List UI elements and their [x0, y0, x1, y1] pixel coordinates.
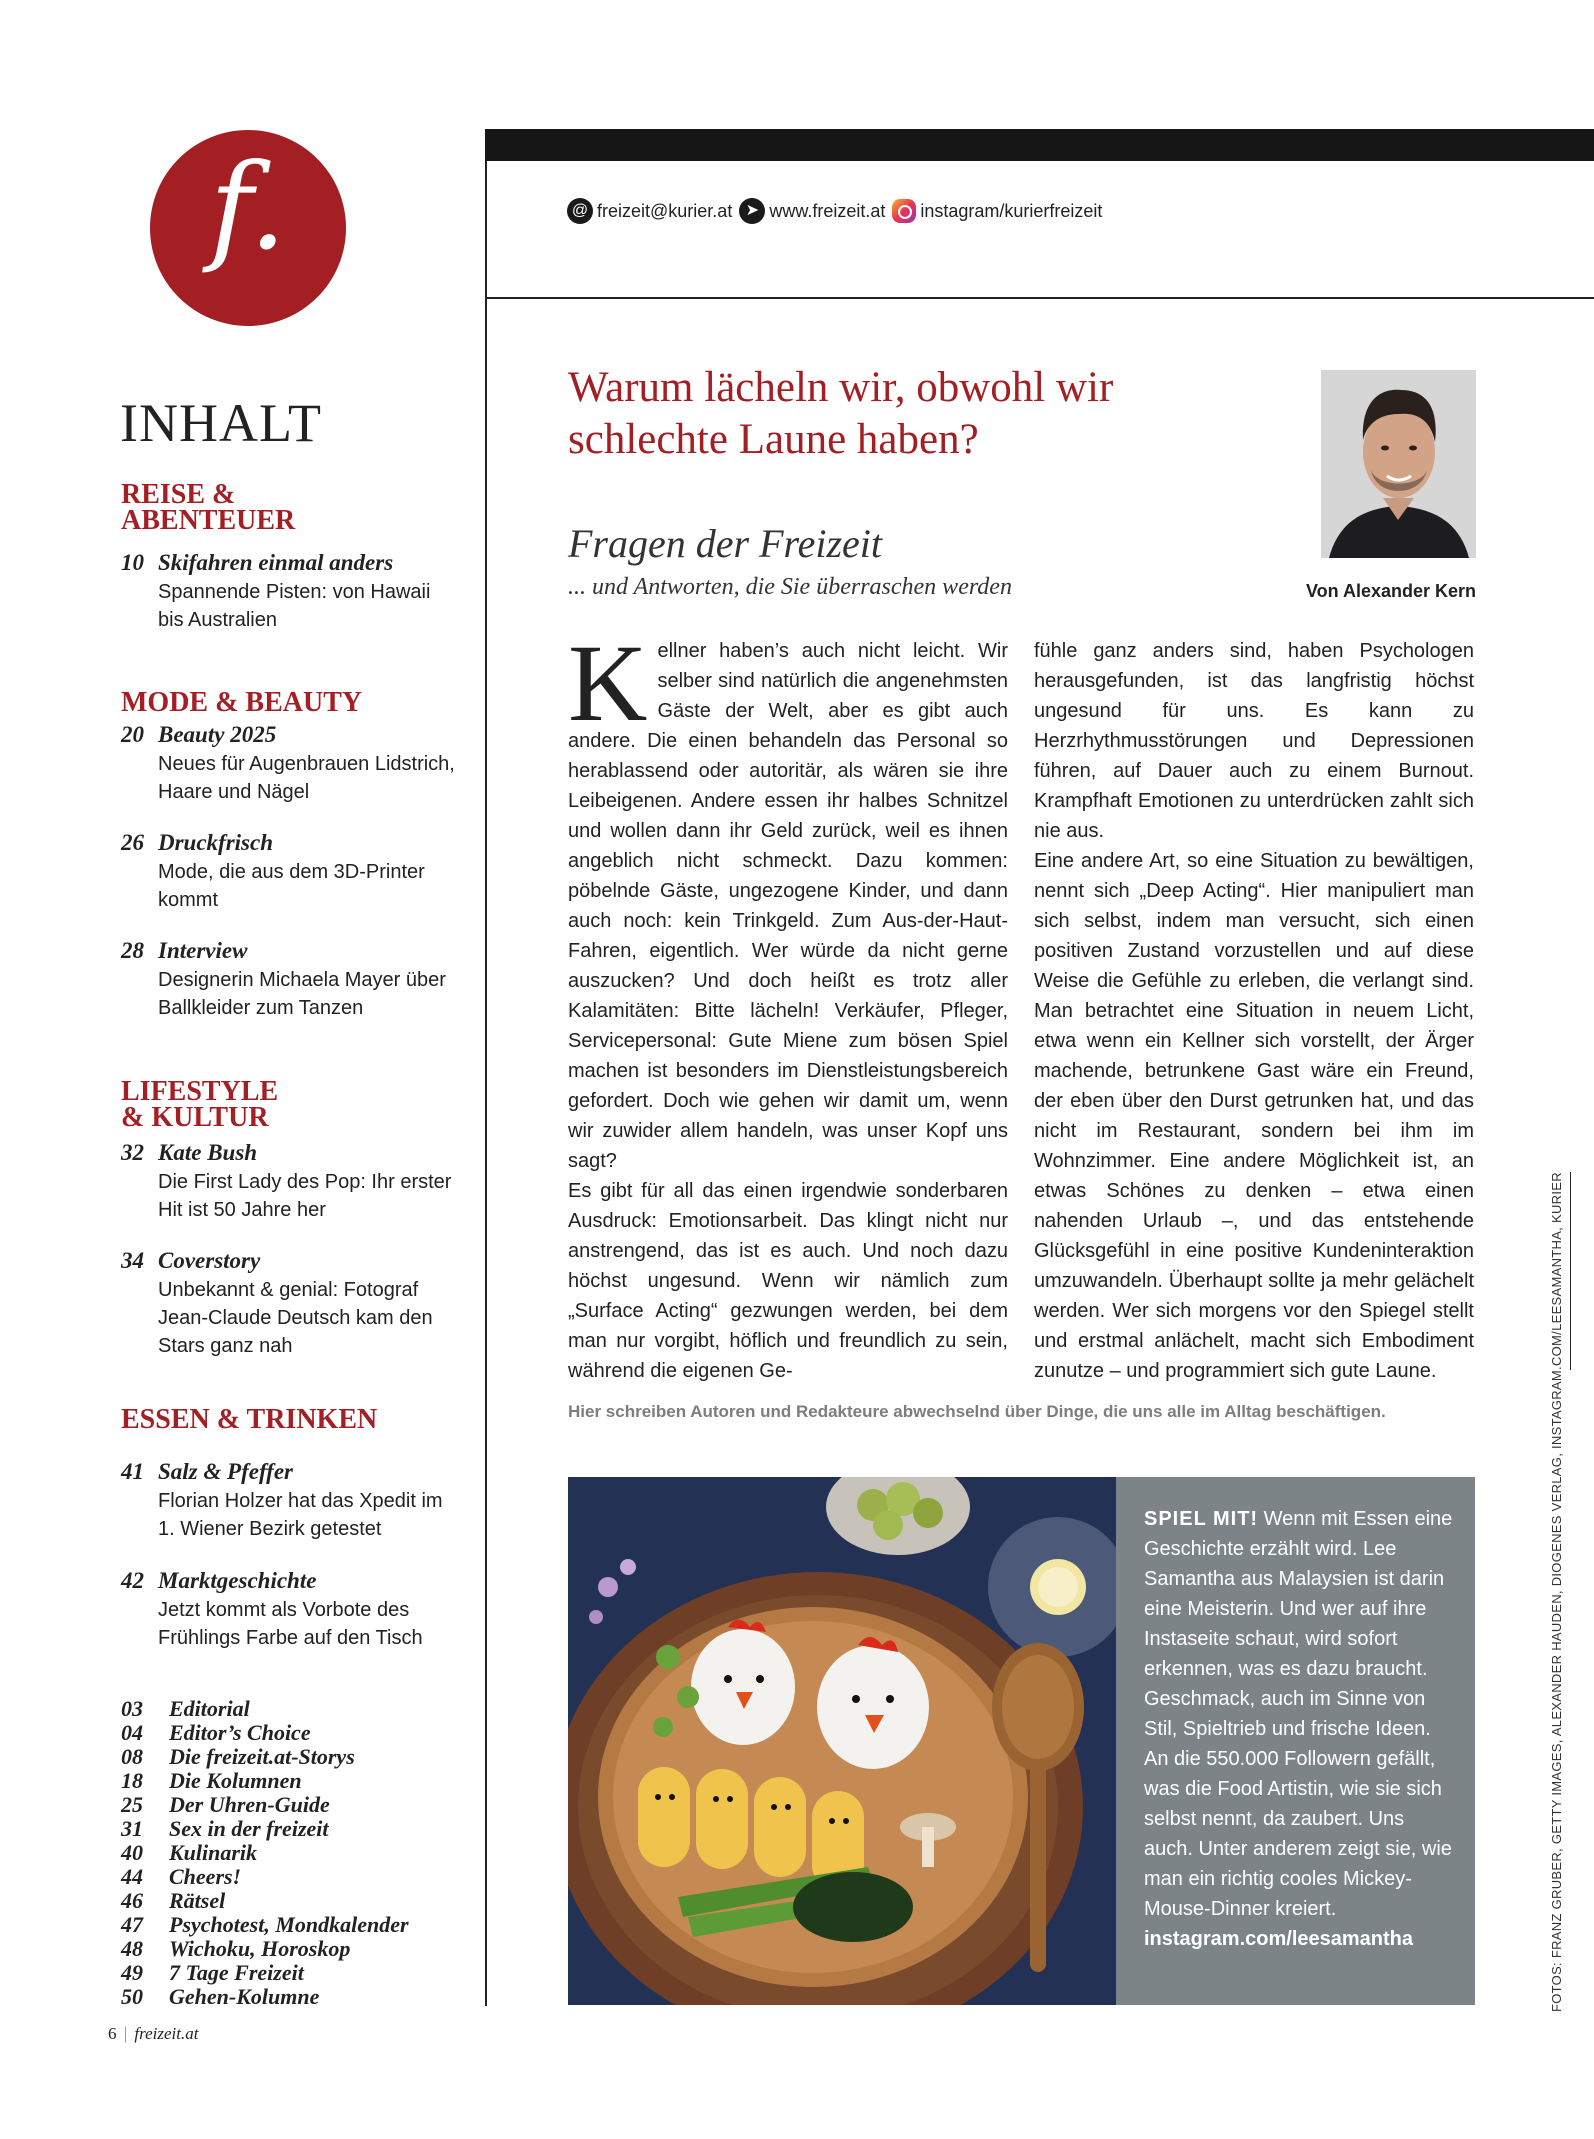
toc-entry-description: Mode, die aus dem 3D-Printer kommt: [158, 861, 425, 911]
toc-page-number: 04: [121, 1720, 143, 1745]
column-subkicker: ... und Antworten, die Sie überraschen werden: [568, 574, 1012, 600]
section-heading-line-1: LIFESTYLE: [121, 1076, 279, 1107]
toc-page-number: 26: [121, 830, 144, 855]
article-column-2: [1034, 636, 1474, 1386]
photo-credit: FOTOS: FRANZ GRUBER, GETTY IMAGES, ALEXANDER HAUDEN, DIOGENES VERLAG, INSTAGRAM.COM/LEESAMANTHA, KURIER: [1549, 1172, 1564, 2012]
toc-page-number: 25: [121, 1792, 143, 1817]
author-portrait: [1321, 370, 1476, 558]
toc-page-number: 49: [121, 1960, 143, 1985]
toc-short-item[interactable]: [121, 1961, 461, 1985]
header-bar: [485, 129, 1594, 161]
article-paragraph: Es gibt für all das einen irgendwie sonderbaren Ausdruck: Emotionsarbeit. Das klingt nicht nur anstrengend, das ist es auch. Und noch dazu höchst ungesund. Wenn wir nämlich zum „Surface Acting“ gezwungen werden, bei dem man nur vorgibt, höflich und freundlich zu sein, während die eigenen Ge-: [568, 1180, 1008, 1382]
toc-short-title: Rätsel: [169, 1888, 226, 1913]
page-folio: [108, 2024, 198, 2044]
toc-entry-description: Designerin Michaela Mayer über Ballkleider zum Tanzen: [158, 969, 446, 1019]
toc-entry-description: Unbekannt & genial: Fotograf Jean-Claude Deutsch kam den Stars ganz nah: [158, 1279, 433, 1357]
article-column-1: [568, 622, 1008, 1386]
toc-entry-title: Salz & Pfeffer: [158, 1459, 294, 1484]
section-heading-line-2: & KULTUR: [121, 1102, 269, 1133]
toc-page-number: 08: [121, 1744, 143, 1769]
toc-short-item[interactable]: [121, 1769, 461, 1793]
info-box-link[interactable]: instagram.com/leesamantha: [1144, 1928, 1413, 1950]
toc-entry-description: Florian Holzer hat das Xpedit im 1. Wiener Bezirk getestet: [158, 1490, 443, 1540]
at-icon: @: [567, 198, 593, 224]
website-link[interactable]: www.freizeit.at: [769, 200, 886, 221]
toc-entry-title: Druckfrisch: [158, 830, 274, 855]
toc-short-title: Die Kolumnen: [169, 1768, 302, 1793]
info-box: [1116, 1477, 1475, 2005]
credit-divider: [1570, 1172, 1571, 1370]
toc-short-title: Kulinarik: [169, 1840, 258, 1865]
toc-short-item[interactable]: [121, 1985, 461, 2009]
toc-short-title: Sex in der freizeit: [169, 1816, 329, 1841]
food-art-photo: [568, 1477, 1116, 2005]
column-kicker: Fragen der Freizeit: [568, 521, 883, 566]
info-box-text: Wenn mit Essen eine Geschichte erzählt wird. Lee Samantha aus Malaysien ist darin eine Meisterin. Und wer auf ihre Instaseite schaut, wird sofort erkennen, was es dazu braucht. Geschmack, auch im Sinne von Stil, Spieltrieb und frische Ideen. An die 550.000 Followern gefällt, was die Food Artistin, wie sie sich selbst nennt, da zaubert. Uns auch. Unter anderem zeigt sie, wie man ein richtig cooles Mickey-Mouse-Dinner kreiert.: [1144, 1508, 1453, 1920]
toc-short-item[interactable]: [121, 1793, 461, 1817]
toc-short-item[interactable]: [121, 1889, 461, 1913]
toc-page-number: 32: [121, 1140, 144, 1165]
toc-entry-title: Skifahren einmal anders: [158, 550, 394, 575]
toc-short-list: [121, 1697, 461, 2009]
toc-entry-title: Marktgeschichte: [158, 1568, 317, 1593]
toc-short-title: Editorial: [169, 1696, 250, 1721]
toc-short-title: Psychotest, Mondkalender: [169, 1912, 409, 1937]
toc-short-title: 7 Tage Freizeit: [169, 1960, 304, 1985]
toc-entry-title: Interview: [158, 938, 248, 963]
toc-entry-description: Spannende Pisten: von Hawaii bis Australien: [158, 581, 431, 631]
page-number: 6: [108, 2024, 117, 2043]
contact-row: [567, 197, 1109, 225]
toc-short-item[interactable]: [121, 1745, 461, 1769]
food-art-illustration: [568, 1477, 1116, 2005]
toc-page-number: 18: [121, 1768, 143, 1793]
toc-page-number: 42: [121, 1568, 144, 1593]
section-heading-line-1: REISE &: [121, 479, 236, 510]
toc-short-title: Gehen-Kolumne: [169, 1984, 320, 2009]
toc-page-number: 28: [121, 938, 144, 963]
toc-short-title: Die freizeit.at-Storys: [169, 1744, 355, 1769]
info-box-lead: SPIEL MIT!: [1144, 1508, 1259, 1530]
article-headline: Warum lächeln wir, obwohl wir schlechte Laune haben?: [568, 364, 1114, 463]
toc-short-item[interactable]: [121, 1817, 461, 1841]
toc-page-number: 40: [121, 1840, 143, 1865]
instagram-icon: [892, 199, 916, 223]
toc-entry-title: Coverstory: [158, 1248, 261, 1273]
author-byline: Von Alexander Kern: [1305, 581, 1476, 601]
column-divider: [485, 161, 487, 2006]
toc-page-number: 03: [121, 1696, 143, 1721]
toc-entry-description: Jetzt kommt als Vorbote des Frühlings Farbe auf den Tisch: [158, 1599, 423, 1649]
rocket-icon: ➤: [739, 198, 765, 224]
toc-section-heading: ESSEN & TRINKEN: [121, 1404, 378, 1435]
author-photo: [1321, 370, 1476, 558]
toc-page-number: 44: [121, 1864, 143, 1889]
toc-page-number: 47: [121, 1912, 143, 1937]
toc-short-title: Editor’s Choice: [169, 1720, 311, 1745]
toc-short-title: Wichoku, Horoskop: [169, 1936, 351, 1961]
toc-entry-title: Beauty 2025: [158, 722, 277, 747]
article-paragraph: ellner haben’s auch nicht leicht. Wir selber sind natürlich die angenehmsten Gäste der Welt, aber es gibt auch andere. Die einen behandeln das Personal so herablassend oder autoritär, als wären sie ihre Leibeigenen. Andere essen ihr halbes Schnitzel und wollen dann ihr Geld zurück, weil es ihnen angeblich nicht schmeckt. Dazu kommen: pöbelnde Gäste, ungezogene Kinder, und dann auch noch: kein Trinkgeld. Zum Aus-der-Haut-Fahren, eigentlich. Wer würde da nicht gerne auszucken? Und doch heißt es trotz aller Kalamitäten: Bitte lächeln! Verkäufer, Pfleger, Servicepersonal: Gute Miene zum bösen Spiel machen ist besonders im Dienstleistungsbereich gefordert. Doch wie gehen wir damit um, wenn wir zuwider allem handeln, was unser Kopf uns sagt?: [568, 640, 1008, 1172]
contact-divider: [485, 297, 1594, 299]
folio-separator: |: [123, 2024, 128, 2043]
toc-short-item[interactable]: [121, 1865, 461, 1889]
toc-page-number: 50: [121, 1984, 143, 2009]
toc-page-number: 48: [121, 1936, 143, 1961]
toc-entry-title: Kate Bush: [158, 1140, 258, 1165]
toc-short-title: Cheers!: [169, 1864, 242, 1889]
article-paragraph: fühle ganz anders sind, haben Psychologen herausgefunden, ist das langfristig höchst ungesund für uns. Es kann zu Herzrhythmusstörungen und Depressionen führen, auf Dauer auch zu einem Burnout. Krampfhaft Emotionen zu unterdrücken zahlt sich nie aus.: [1034, 640, 1474, 842]
section-heading-line-2: ABENTEUER: [121, 505, 296, 536]
toc-section-heading: MODE & BEAUTY: [121, 687, 363, 718]
toc-short-item[interactable]: [121, 1937, 461, 1961]
email-link[interactable]: freizeit@kurier.at: [597, 200, 733, 221]
logo-letter: f.: [209, 138, 287, 276]
column-footnote: Hier schreiben Autoren und Redakteure abwechselnd über Dinge, die uns alle im Alltag beschäftigen.: [568, 1402, 1386, 1421]
toc-entry-description: Neues für Augenbrauen Lidstrich, Haare und Nägel: [158, 753, 455, 803]
toc-entry-description: Die First Lady des Pop: Ihr erster Hit ist 50 Jahre her: [158, 1171, 452, 1221]
drop-cap: K: [568, 622, 648, 744]
toc-page-number: 34: [121, 1248, 144, 1273]
toc-page-number: 10: [121, 550, 144, 575]
toc-page-number: 31: [121, 1816, 143, 1841]
toc-short-item[interactable]: [121, 1697, 461, 1721]
folio-site: freizeit.at: [134, 2024, 199, 2043]
toc-page-number: 46: [121, 1888, 143, 1913]
toc-page-number: 41: [121, 1459, 144, 1484]
freizeit-logo: [150, 130, 346, 326]
toc-title: INHALT: [120, 393, 322, 453]
toc-section-heading: [121, 1076, 279, 1133]
article-paragraph: Eine andere Art, so eine Situation zu bewältigen, nennt sich „Deep Acting“. Hier manipuliert man sich selbst, indem man versucht, sich einen positiven Zustand vorzustellen und auf diese Weise die Gefühle zu erleben, die verlangt sind. Man betrachtet eine Situation in neuem Licht, etwa wenn ein Kellner sich vorstellt, der Ärger machende, betrunkene Gast wäre ein Freund, der eben über den Durst getrunken hat, und das nicht im Restaurant, sondern bei ihm im Wohnzimmer. Eine andere Möglichkeit ist, an etwas Schönes zu denken – etwa einen nahenden Urlaub –, und das entstehende Glücksgefühl in eine positive Kundeninteraktion umzuwandeln. Überhaupt sollte ja mehr gelächelt werden. Wer sich morgens vor den Spiegel stellt und erstmal anlächelt, macht sich Embodiment zunutze – und programmiert sich gute Laune.: [1034, 850, 1474, 1382]
toc-page-number: 20: [121, 722, 144, 747]
instagram-link[interactable]: instagram/kurierfreizeit: [920, 200, 1103, 221]
toc-short-title: Der Uhren-Guide: [169, 1792, 330, 1817]
toc-short-item[interactable]: [121, 1841, 461, 1865]
toc-short-item[interactable]: [121, 1721, 461, 1745]
toc-section-heading: [121, 479, 296, 536]
toc-short-item[interactable]: [121, 1913, 461, 1937]
